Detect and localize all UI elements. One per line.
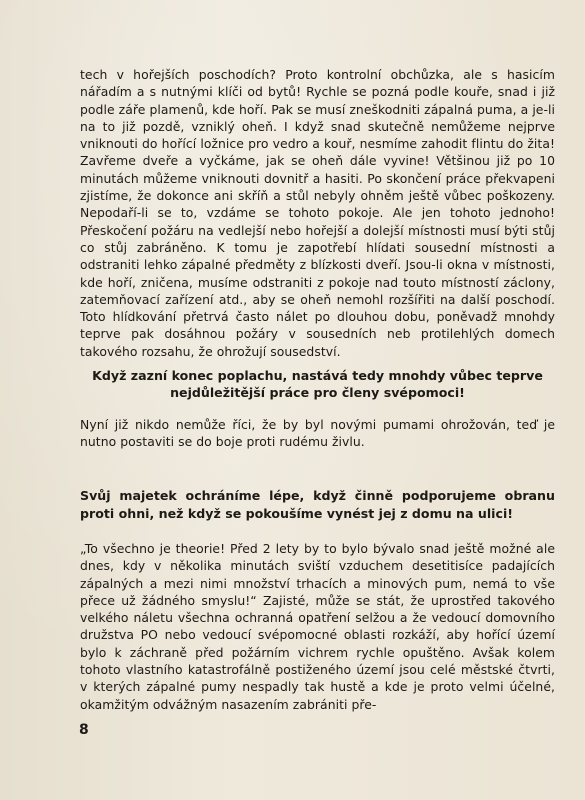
body-paragraph: Nyní již nikdo nemůže říci, že by byl novými pumami ohrožován, teď je nutno postaviti se do boje proti rudému živlu. bbox=[80, 417, 555, 450]
bold-heading: Svůj majetek ochráníme lépe, když činně podporujeme obranu proti ohni, než když se pokoušíme vynést jej z domu na ulici! bbox=[80, 488, 555, 521]
bold-heading: Když zazní konec poplachu, nastává tedy mnohdy vůbec teprve nejdůležitější práce pro členy svépomoci! bbox=[92, 368, 543, 401]
page-number: 8 bbox=[79, 722, 89, 738]
body-paragraph: „To všechno je theorie! Před 2 lety by to bylo bývalo snad ještě možné ale dnes, kdy v několika minutách sviští vzduchem desetitisíce padajících zápalných a mezi nimi množství trhacích a minových pum, nemá to vše přece už žádného smyslu!“ Zajisté, může se stát, že uprostřed takového velkého náletu všechna ochranná opatření selžou a že vedoucí domovního družstva PO nebo vedoucí svépomocné oblasti rozkáží, aby hořící území bylo k záchraně před požárním vichrem rychle opuštěno. Avšak kolem tohoto vlastního katastrofálně postiženého území jsou celé městské čtvrti, v kterých zápalné pumy nespadly tak hustě a kde je proto velmi účelné, okamžitým odvážným nasazením zabrániti pře- bbox=[80, 541, 555, 712]
body-paragraph: tech v hořejších poschodích? Proto kontrolní obchůzka, ale s hasicím nářadím a s nutnými klíči od bytů! Rychle se pozná podle kouře, snad i již podle záře plamenů, kde hoří. Pak se musí zneškodniti zápalná puma, a je-li na to již pozdě, vzniklý oheň. I když snad skutečně nemůžeme nejprve vniknouti do hořící ložnice pro vedro a kouř, nesmíme zahodit flintu do žita! Zavřeme dveře a vyčkáme, jak se oheň dále vyvine! Většinou již po 10 minutách můžeme vniknouti dovnitř a hasiti. Po skončení práce překvapeni zjistíme, že dokonce ani skříň a stůl nebyly ohněm ještě vůbec poškozeny. Nepodaří-li se to, vzdáme se tohoto pokoje. Ale jen tohoto jednoho! Přeskočení požáru na vedlejší nebo hořejší a dolejší místnosti musí býti stůj co stůj zabráněno. K tomu je zapotřebí hlídati sousední místnosti a odstraniti lehko zápalné předměty z blízkosti dveří. Jsou-li okna v místnosti, kde hoří, zničena, musíme odstraniti z pokoje nad touto místností záclony, zatemňovací zařízení atd., aby se oheň nemohl rozšířiti na další poschodí. Toto hlídkování přetrvá často nálet po dlouhou dobu, poněvadž mnohdy teprve pak dosáhnou požáry v sousedních neb protilehlých domech takového rozsahu, že ohrožují sousedství. bbox=[80, 67, 555, 359]
